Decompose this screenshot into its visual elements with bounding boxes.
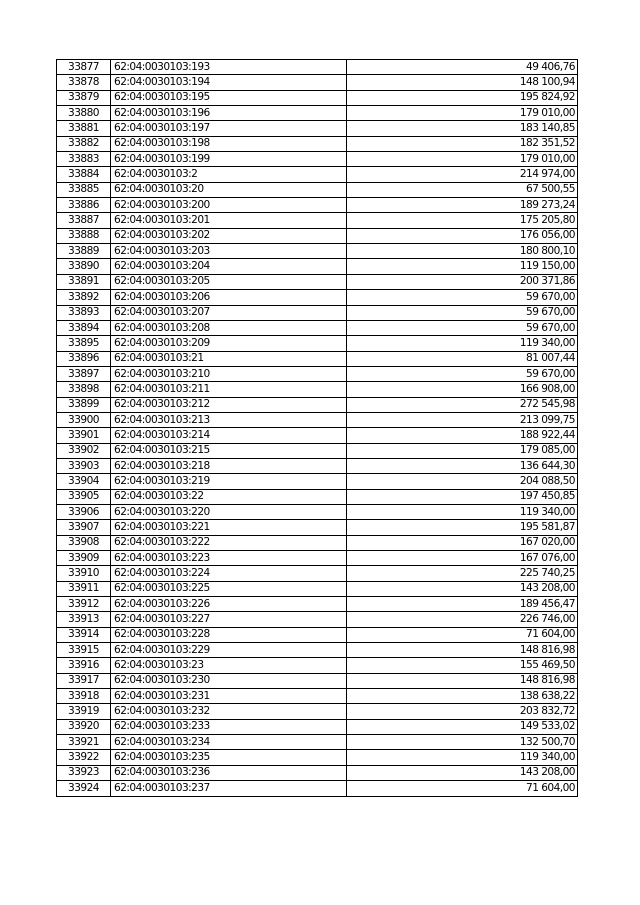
table-row — [57, 152, 578, 167]
cadastral-value-cell: 213 099,75 — [347, 412, 578, 427]
cadastral-number-cell: 62:04:0030103:20 — [111, 182, 347, 197]
cadastral-number-cell: 62:04:0030103:209 — [111, 336, 347, 351]
table-row — [57, 136, 578, 151]
table-row — [57, 167, 578, 182]
cadastral-number-cell: 62:04:0030103:219 — [111, 474, 347, 489]
cadastral-number-cell: 62:04:0030103:195 — [111, 90, 347, 105]
table-row — [57, 305, 578, 320]
table-row — [57, 474, 578, 489]
row-number-cell: 33921 — [57, 735, 111, 750]
cadastral-value-cell: 132 500,70 — [347, 735, 578, 750]
row-number-cell: 33918 — [57, 689, 111, 704]
table-row — [57, 182, 578, 197]
table-row — [57, 382, 578, 397]
cadastral-number-cell: 62:04:0030103:194 — [111, 75, 347, 90]
cadastral-value-cell: 167 020,00 — [347, 535, 578, 550]
cadastral-value-cell: 167 076,00 — [347, 551, 578, 566]
cadastral-value-cell: 49 406,76 — [347, 60, 578, 75]
table-row — [57, 597, 578, 612]
cadastral-value-cell: 179 010,00 — [347, 106, 578, 121]
row-number-cell: 33888 — [57, 228, 111, 243]
cadastral-value-cell: 182 351,52 — [347, 136, 578, 151]
table-row — [57, 689, 578, 704]
row-number-cell: 33901 — [57, 428, 111, 443]
table-row — [57, 643, 578, 658]
cadastral-value-cell: 119 340,00 — [347, 504, 578, 519]
cadastral-value-cell: 148 816,98 — [347, 673, 578, 688]
cadastral-number-cell: 62:04:0030103:228 — [111, 627, 347, 642]
cadastral-number-cell: 62:04:0030103:207 — [111, 305, 347, 320]
table-row — [57, 750, 578, 765]
table-row — [57, 458, 578, 473]
table-row — [57, 351, 578, 366]
table-row — [57, 658, 578, 673]
table-row — [57, 290, 578, 305]
row-number-cell: 33895 — [57, 336, 111, 351]
cadastral-number-cell: 62:04:0030103:230 — [111, 673, 347, 688]
row-number-cell: 33908 — [57, 535, 111, 550]
cadastral-value-cell: 166 908,00 — [347, 382, 578, 397]
table-row — [57, 735, 578, 750]
cadastral-value-cell: 71 604,00 — [347, 781, 578, 796]
row-number-cell: 33898 — [57, 382, 111, 397]
cadastral-value-cell: 119 340,00 — [347, 336, 578, 351]
cadastral-number-cell: 62:04:0030103:193 — [111, 60, 347, 75]
cadastral-value-cell: 200 371,86 — [347, 274, 578, 289]
table-row — [57, 673, 578, 688]
cadastral-number-cell: 62:04:0030103:236 — [111, 765, 347, 780]
cadastral-value-cell: 143 208,00 — [347, 581, 578, 596]
cadastral-value-cell: 226 746,00 — [347, 612, 578, 627]
table-row — [57, 198, 578, 213]
row-number-cell: 33882 — [57, 136, 111, 151]
table-row — [57, 336, 578, 351]
table-row — [57, 520, 578, 535]
cadastral-number-cell: 62:04:0030103:208 — [111, 320, 347, 335]
cadastral-value-cell: 148 100,94 — [347, 75, 578, 90]
cadastral-number-cell: 62:04:0030103:218 — [111, 458, 347, 473]
cadastral-number-cell: 62:04:0030103:212 — [111, 397, 347, 412]
cadastral-number-cell: 62:04:0030103:215 — [111, 443, 347, 458]
cadastral-number-cell: 62:04:0030103:224 — [111, 566, 347, 581]
row-number-cell: 33878 — [57, 75, 111, 90]
cadastral-value-cell: 179 085,00 — [347, 443, 578, 458]
row-number-cell: 33891 — [57, 274, 111, 289]
cadastral-number-cell: 62:04:0030103:232 — [111, 704, 347, 719]
row-number-cell: 33902 — [57, 443, 111, 458]
row-number-cell: 33916 — [57, 658, 111, 673]
table-row — [57, 60, 578, 75]
row-number-cell: 33905 — [57, 489, 111, 504]
row-number-cell: 33890 — [57, 259, 111, 274]
cadastral-value-cell: 176 056,00 — [347, 228, 578, 243]
cadastral-number-cell: 62:04:0030103:213 — [111, 412, 347, 427]
table-row — [57, 397, 578, 412]
table-row — [57, 320, 578, 335]
table-row — [57, 704, 578, 719]
row-number-cell: 33877 — [57, 60, 111, 75]
row-number-cell: 33924 — [57, 781, 111, 796]
table-row — [57, 781, 578, 796]
cadastral-number-cell: 62:04:0030103:2 — [111, 167, 347, 182]
cadastral-value-cell: 59 670,00 — [347, 290, 578, 305]
cadastral-value-cell: 214 974,00 — [347, 167, 578, 182]
cadastral-number-cell: 62:04:0030103:214 — [111, 428, 347, 443]
cadastral-value-cell: 119 150,00 — [347, 259, 578, 274]
cadastral-number-cell: 62:04:0030103:198 — [111, 136, 347, 151]
row-number-cell: 33922 — [57, 750, 111, 765]
table-row — [57, 259, 578, 274]
cadastral-value-cell: 59 670,00 — [347, 320, 578, 335]
row-number-cell: 33906 — [57, 504, 111, 519]
table-row — [57, 719, 578, 734]
row-number-cell: 33894 — [57, 320, 111, 335]
cadastral-number-cell: 62:04:0030103:227 — [111, 612, 347, 627]
table-row — [57, 366, 578, 381]
table-row — [57, 535, 578, 550]
row-number-cell: 33879 — [57, 90, 111, 105]
table-row — [57, 244, 578, 259]
cadastral-value-cell: 189 456,47 — [347, 597, 578, 612]
cadastral-value-cell: 183 140,85 — [347, 121, 578, 136]
row-number-cell: 33896 — [57, 351, 111, 366]
row-number-cell: 33900 — [57, 412, 111, 427]
row-number-cell: 33903 — [57, 458, 111, 473]
cadastral-number-cell: 62:04:0030103:200 — [111, 198, 347, 213]
row-number-cell: 33912 — [57, 597, 111, 612]
cadastral-number-cell: 62:04:0030103:231 — [111, 689, 347, 704]
cadastral-value-cell: 197 450,85 — [347, 489, 578, 504]
row-number-cell: 33919 — [57, 704, 111, 719]
cadastral-number-cell: 62:04:0030103:226 — [111, 597, 347, 612]
table-row — [57, 489, 578, 504]
table-row — [57, 412, 578, 427]
cadastral-number-cell: 62:04:0030103:222 — [111, 535, 347, 550]
cadastral-value-cell: 148 816,98 — [347, 643, 578, 658]
cadastral-value-cell: 71 604,00 — [347, 627, 578, 642]
table-row — [57, 90, 578, 105]
cadastral-value-cell: 59 670,00 — [347, 366, 578, 381]
table-row — [57, 504, 578, 519]
cadastral-value-cell: 180 800,10 — [347, 244, 578, 259]
row-number-cell: 33881 — [57, 121, 111, 136]
table-row — [57, 765, 578, 780]
cadastral-number-cell: 62:04:0030103:204 — [111, 259, 347, 274]
cadastral-value-cell: 149 533,02 — [347, 719, 578, 734]
table-row — [57, 121, 578, 136]
cadastral-value-cell: 188 922,44 — [347, 428, 578, 443]
cadastral-value-cell: 204 088,50 — [347, 474, 578, 489]
cadastral-value-cell: 195 824,92 — [347, 90, 578, 105]
table-row — [57, 551, 578, 566]
cadastral-number-cell: 62:04:0030103:210 — [111, 366, 347, 381]
cadastral-value-cell: 119 340,00 — [347, 750, 578, 765]
cadastral-value-cell: 179 010,00 — [347, 152, 578, 167]
table-row — [57, 106, 578, 121]
cadastral-value-cell: 59 670,00 — [347, 305, 578, 320]
row-number-cell: 33907 — [57, 520, 111, 535]
cadastral-number-cell: 62:04:0030103:206 — [111, 290, 347, 305]
cadastral-number-cell: 62:04:0030103:203 — [111, 244, 347, 259]
cadastral-value-cell: 203 832,72 — [347, 704, 578, 719]
row-number-cell: 33884 — [57, 167, 111, 182]
cadastral-number-cell: 62:04:0030103:234 — [111, 735, 347, 750]
cadastral-value-cell: 138 638,22 — [347, 689, 578, 704]
cadastral-number-cell: 62:04:0030103:199 — [111, 152, 347, 167]
row-number-cell: 33883 — [57, 152, 111, 167]
cadastral-number-cell: 62:04:0030103:225 — [111, 581, 347, 596]
cadastral-number-cell: 62:04:0030103:202 — [111, 228, 347, 243]
cadastral-value-cell: 225 740,25 — [347, 566, 578, 581]
cadastral-number-cell: 62:04:0030103:233 — [111, 719, 347, 734]
cadastral-value-cell: 189 273,24 — [347, 198, 578, 213]
row-number-cell: 33904 — [57, 474, 111, 489]
table-row — [57, 443, 578, 458]
row-number-cell: 33897 — [57, 366, 111, 381]
table-row — [57, 428, 578, 443]
cadastral-number-cell: 62:04:0030103:235 — [111, 750, 347, 765]
cadastral-number-cell: 62:04:0030103:223 — [111, 551, 347, 566]
table-row — [57, 581, 578, 596]
cadastral-number-cell: 62:04:0030103:221 — [111, 520, 347, 535]
cadastral-value-cell: 195 581,87 — [347, 520, 578, 535]
table-row — [57, 228, 578, 243]
cadastral-number-cell: 62:04:0030103:229 — [111, 643, 347, 658]
table-row — [57, 627, 578, 642]
row-number-cell: 33913 — [57, 612, 111, 627]
cadastral-number-cell: 62:04:0030103:21 — [111, 351, 347, 366]
cadastral-value-cell: 136 644,30 — [347, 458, 578, 473]
row-number-cell: 33885 — [57, 182, 111, 197]
cadastral-number-cell: 62:04:0030103:197 — [111, 121, 347, 136]
row-number-cell: 33892 — [57, 290, 111, 305]
table-row — [57, 566, 578, 581]
cadastral-number-cell: 62:04:0030103:220 — [111, 504, 347, 519]
table-row — [57, 213, 578, 228]
cadastral-number-cell: 62:04:0030103:205 — [111, 274, 347, 289]
cadastral-value-cell: 143 208,00 — [347, 765, 578, 780]
cadastral-number-cell: 62:04:0030103:23 — [111, 658, 347, 673]
row-number-cell: 33920 — [57, 719, 111, 734]
row-number-cell: 33917 — [57, 673, 111, 688]
cadastral-number-cell: 62:04:0030103:211 — [111, 382, 347, 397]
row-number-cell: 33886 — [57, 198, 111, 213]
row-number-cell: 33911 — [57, 581, 111, 596]
cadastral-number-cell: 62:04:0030103:201 — [111, 213, 347, 228]
table-row — [57, 75, 578, 90]
cadastral-value-cell: 175 205,80 — [347, 213, 578, 228]
row-number-cell: 33893 — [57, 305, 111, 320]
cadastral-number-cell: 62:04:0030103:237 — [111, 781, 347, 796]
row-number-cell: 33910 — [57, 566, 111, 581]
row-number-cell: 33889 — [57, 244, 111, 259]
cadastral-value-cell: 155 469,50 — [347, 658, 578, 673]
cadastral-value-cell: 67 500,55 — [347, 182, 578, 197]
row-number-cell: 33880 — [57, 106, 111, 121]
row-number-cell: 33887 — [57, 213, 111, 228]
table-row — [57, 274, 578, 289]
row-number-cell: 33899 — [57, 397, 111, 412]
row-number-cell: 33909 — [57, 551, 111, 566]
row-number-cell: 33915 — [57, 643, 111, 658]
table-body — [57, 60, 578, 797]
cadastral-number-cell: 62:04:0030103:196 — [111, 106, 347, 121]
cadastral-value-table — [56, 59, 578, 797]
row-number-cell: 33923 — [57, 765, 111, 780]
cadastral-value-cell: 272 545,98 — [347, 397, 578, 412]
cadastral-number-cell: 62:04:0030103:22 — [111, 489, 347, 504]
row-number-cell: 33914 — [57, 627, 111, 642]
table-row — [57, 612, 578, 627]
cadastral-value-cell: 81 007,44 — [347, 351, 578, 366]
